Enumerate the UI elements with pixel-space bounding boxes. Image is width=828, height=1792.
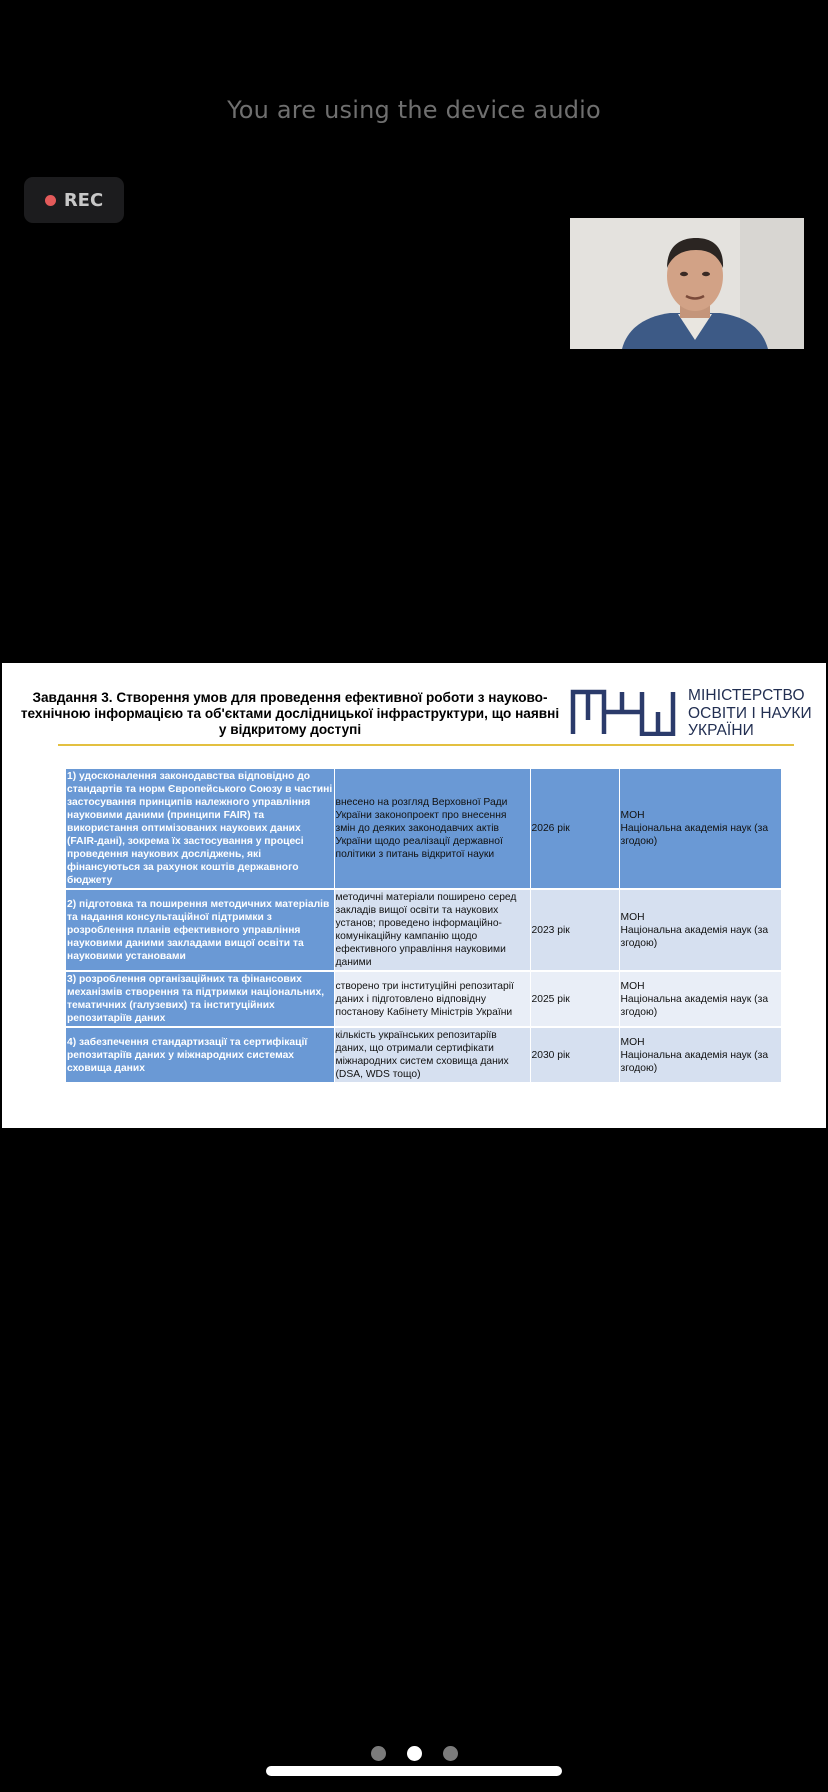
home-indicator[interactable]	[266, 1766, 562, 1776]
shared-slide	[2, 663, 826, 1128]
table-row	[66, 889, 781, 971]
task-cell: 1) удосконалення законодавства відповідно до стандартів та норм Європейського Союзу в частині застосування принципів належного управління науковими даними (принципи FAIR) та використання оптимізованих наукових даних (FAIR-дані), зокрема їх застосування у процесі проведення наукових досліджень, які фінансуються за рахунок коштів державного бюджету	[66, 769, 334, 889]
mon-logo-icon	[570, 688, 676, 736]
page-indicator	[0, 1746, 828, 1761]
page-dot-2[interactable]	[407, 1746, 422, 1761]
table-row	[66, 971, 781, 1027]
page-dot-1[interactable]	[371, 1746, 386, 1761]
participant-video-tile[interactable]	[570, 218, 804, 349]
year-cell: 2026 рік	[530, 769, 619, 889]
responsible-secondary: Національна академія наук (за згодою)	[620, 993, 769, 1018]
audio-status-banner: You are using the device audio	[227, 96, 601, 124]
table-row	[66, 769, 781, 889]
recording-label: REC	[63, 189, 104, 211]
participant-video-icon	[570, 218, 804, 349]
responsible-primary: МОН	[620, 810, 645, 821]
recording-badge[interactable]	[24, 177, 124, 223]
ministry-name	[688, 687, 812, 740]
ministry-logo	[570, 683, 820, 739]
record-indicator-icon	[45, 195, 56, 206]
tasks-table	[66, 769, 782, 1084]
task-cell: 3) розроблення організаційних та фінансових механізмів створення та підтримки національних, тематичних (галузевих) та інституційних репозитаріїв даних	[66, 971, 334, 1027]
year-cell: 2030 рік	[530, 1027, 619, 1083]
page-dot-3[interactable]	[443, 1746, 458, 1761]
responsible-cell	[619, 889, 781, 971]
year-cell: 2023 рік	[530, 889, 619, 971]
task-cell: 4) забезпечення стандартизації та сертифікації репозитаріїв даних у міжнародних системах сховища даних	[66, 1027, 334, 1083]
ministry-name-line: ОСВІТИ І НАУКИ	[688, 704, 812, 722]
result-cell: створено три інституційні репозитарії даних і підготовлено відповідну постанову Кабінету Міністрів України	[334, 971, 530, 1027]
responsible-secondary: Національна академія наук (за згодою)	[620, 924, 769, 949]
result-cell: методичні матеріали поширено серед закладів вищої освіти та наукових установ; проведено інформаційно-комунікаційну кампанію щодо ефективного управління науковими даними	[334, 889, 530, 971]
ministry-name-line: МІНІСТЕРСТВО	[688, 687, 805, 704]
responsible-primary: МОН	[620, 980, 645, 992]
responsible-cell	[619, 769, 781, 889]
responsible-cell	[619, 1027, 781, 1083]
year-cell: 2025 рік	[530, 971, 619, 1027]
task-cell: 2) підготовка та поширення методичних матеріалів та надання консультаційної підтримки з розроблення планів ефективного управління науковими даними закладами вищої освіти та науковими установами	[66, 889, 334, 971]
slide-title: Завдання 3. Створення умов для проведення ефективної роботи з науково-технічною інформацією та об'єктами дослідницької інфраструктури, що наявні у відкритому доступі	[20, 690, 560, 737]
title-divider	[58, 744, 794, 746]
result-cell: кількість українських репозитаріїв даних, що отримали сертифікати міжнародних систем сховища даних (DSA, WDS тощо)	[334, 1027, 530, 1083]
responsible-primary: МОН	[620, 1036, 645, 1048]
responsible-primary: МОН	[620, 911, 645, 923]
responsible-secondary: Національна академія наук (за згодою)	[620, 1049, 769, 1074]
ministry-name-line: УКРАЇНИ	[688, 722, 754, 739]
table-row	[66, 1027, 781, 1083]
responsible-cell	[619, 971, 781, 1027]
result-cell: внесено на розгляд Верховної Ради України законопроект про внесення змін до деяких законодавчих актів України щодо реалізації державної політики з питань відкритої науки	[334, 769, 530, 889]
responsible-secondary: Національна академія наук (за згодою)	[620, 823, 769, 847]
